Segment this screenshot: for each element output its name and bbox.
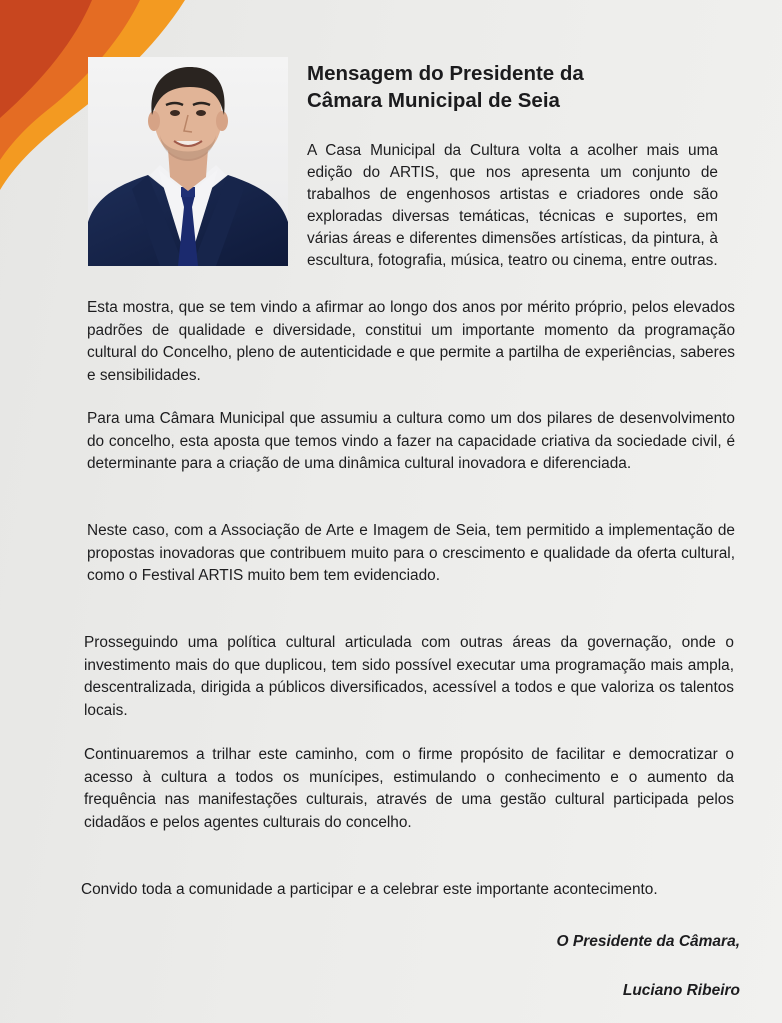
- body-paragraph-6: Convido toda a comunidade a participar e a celebrar este importante acontecimento.: [81, 881, 658, 898]
- signature-name: Luciano Ribeiro: [622, 982, 740, 999]
- portrait-photo: [88, 57, 288, 266]
- body-paragraph-5: Continuaremos a trilhar este caminho, com o firme propósito de facilitar e democratizar o acesso à cultura a todos os munícipes, estimulando o conhecimento e o aumento da frequência nas manifestações culturais, através de uma gestão cultural participada pelos cidadãos e pelos agentes culturais do concelho.: [84, 746, 734, 831]
- title-line-2: Câmara Municipal de Seia: [307, 89, 560, 112]
- lead-paragraph: A Casa Municipal da Cultura volta a acolher mais uma edição do ARTIS, que nos apresenta um conjunto de trabalhos de engenhosos artistas e criadores onde são exploradas diversas temáticas, técnicas e suportes, em várias áreas e diferentes dimensões artísticas, da pintura, à escultura, fotografia, música, teatro ou cinema, entre outras.: [307, 142, 718, 269]
- title-line-1: Mensagem do Presidente da: [307, 62, 584, 85]
- body-paragraph-2: Para uma Câmara Municipal que assumiu a cultura como um dos pilares de desenvolvimento do concelho, esta aposta que temos vindo a fazer na capacidade criativa da sociedade civil, é determinante para a criação de uma dinâmica cultural inovadora e diferenciada.: [87, 410, 735, 472]
- body-paragraph-3: Neste caso, com a Associação de Arte e Imagem de Seia, tem permitido a implementação de propostas inovadoras que contribuem muito para o crescimento e qualidade da oferta cultural, como o Festival ARTIS muito bem tem evidenciado.: [87, 522, 735, 584]
- body-paragraph-1: Esta mostra, que se tem vindo a afirmar ao longo dos anos por mérito próprio, pelos elevados padrões de qualidade e diversidade, constitui um importante momento da programação cultural do Concelho, pleno de autenticidade e que permite a partilha de experiências, saberes e sensibilidades.: [87, 299, 735, 384]
- closing-line: O Presidente da Câmara,: [556, 933, 740, 950]
- body-paragraph-4: Prosseguindo uma política cultural articulada com outras áreas da governação, onde o investimento mais do que duplicou, tem sido possível executar uma programação mais ampla, descentralizada, dirigida a públicos diversificados, acessível a todos e que valoriza os talentos locais.: [84, 634, 734, 719]
- page-title: [307, 60, 747, 114]
